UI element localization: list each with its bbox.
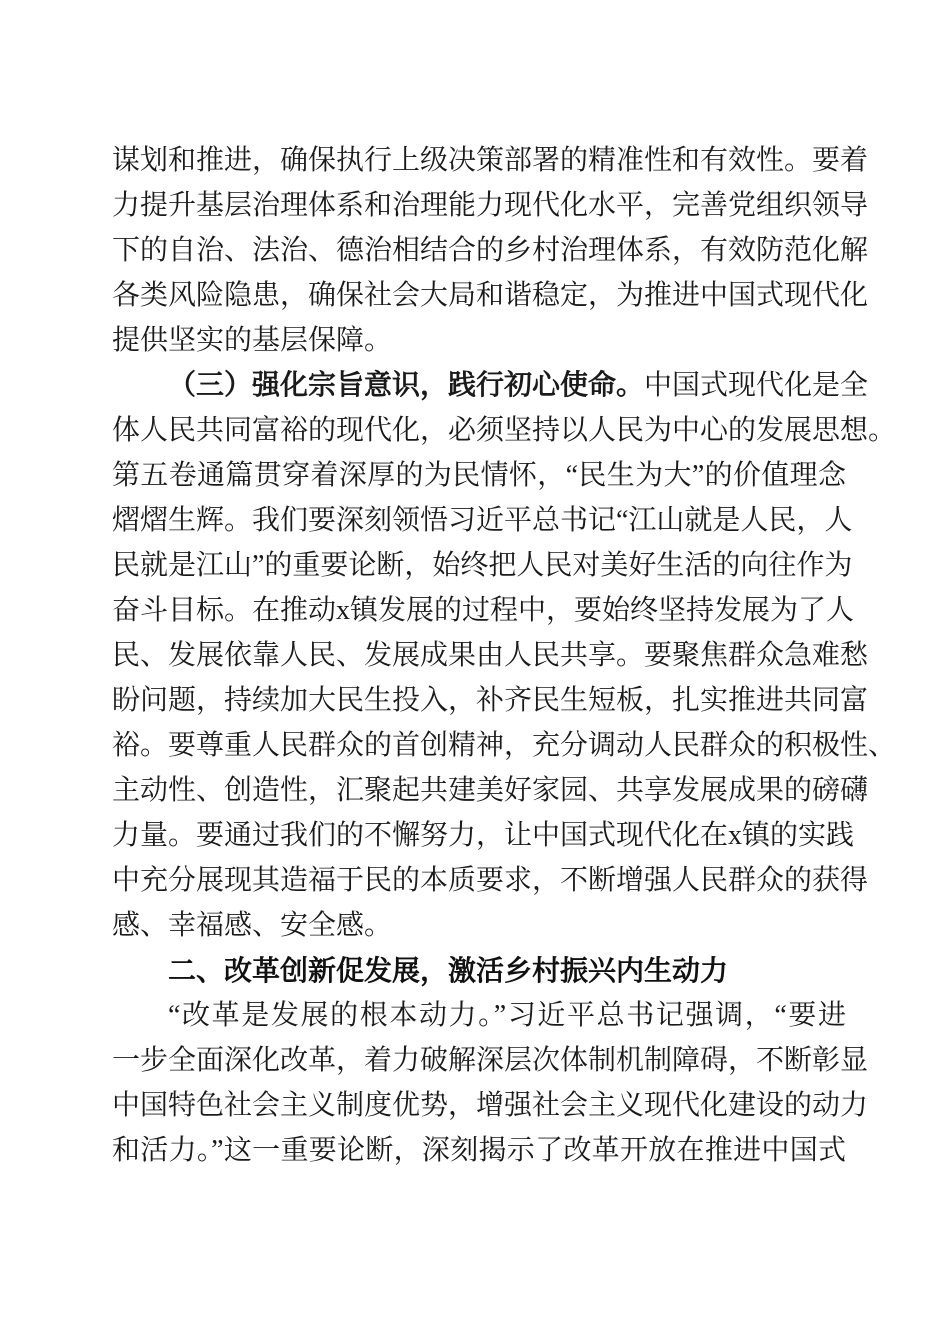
text-line	[112, 1038, 869, 1083]
section-heading-text: 二、改革创新促发展，激活乡村振兴内生动力	[168, 955, 729, 986]
text-run: 感、幸福感、安全感。	[112, 910, 393, 941]
text-run: 中充分展现其造福于民的本质要求，不断增强人民群众的获得	[112, 865, 869, 896]
text-run: 熠熠生辉。我们要深刻领悟习近平总书记“江山就是人民，人	[112, 505, 853, 536]
text-line	[112, 678, 869, 723]
text-run: 中国式现代化是全	[644, 370, 869, 401]
text-run: 力提升基层治理体系和治理能力现代化水平，完善党组织领导	[112, 190, 869, 221]
text-run: 盼问题，持续加大民生投入，补齐民生短板，扎实推进共同富	[112, 685, 869, 716]
text-line	[112, 453, 846, 498]
text-run: 力量。要通过我们的不懈努力，让中国式现代化在x镇的实践	[112, 820, 855, 851]
text-line	[112, 993, 846, 1038]
text-line	[112, 273, 869, 318]
text-run: 下的自治、法治、德治相结合的乡村治理体系，有效防范化解	[112, 235, 869, 266]
text-line	[112, 813, 855, 858]
text-run: 民、发展依靠人民、发展成果由人民共享。要聚焦群众急难愁	[112, 640, 869, 671]
text-line	[112, 723, 897, 768]
text-line	[112, 408, 897, 453]
text-line	[112, 1128, 846, 1173]
paragraph-lead-emphasis: （三）强化宗旨意识，践行初心使命。	[168, 370, 645, 401]
text-line	[112, 1083, 869, 1128]
text-run: 体人民共同富裕的现代化，必须坚持以人民为中心的发展思想。	[112, 415, 897, 446]
text-line	[112, 183, 869, 228]
text-run: 各类风险隐患，确保社会大局和谐稳定，为推进中国式现代化	[112, 280, 869, 311]
text-line	[112, 588, 855, 633]
text-line	[112, 543, 853, 588]
text-line	[112, 768, 869, 813]
text-run: 中国特色社会主义制度优势，增强社会主义现代化建设的动力	[112, 1090, 869, 1121]
text-line	[112, 903, 846, 948]
text-run: 第五卷通篇贯穿着深厚的为民情怀，“民生为大”的价值理念	[112, 460, 846, 491]
text-run: “改革是发展的根本动力。”习近平总书记强调，“要进	[168, 1000, 846, 1031]
text-run: 提供坚实的基层保障。	[112, 325, 393, 356]
text-line	[112, 858, 869, 903]
text-line	[112, 138, 869, 183]
text-run: 奋斗目标。在推动x镇发展的过程中，要始终坚持发展为了人	[112, 595, 855, 626]
text-run: 和活力。”这一重要论断，深刻揭示了改革开放在推进中国式	[112, 1135, 846, 1166]
text-run: 谋划和推进，确保执行上级决策部署的精准性和有效性。要着	[112, 145, 869, 176]
text-run: 主动性、创造性，汇聚起共建美好家园、共享发展成果的磅礴	[112, 775, 869, 806]
text-run: 裕。要尊重人民群众的首创精神，充分调动人民群众的积极性、	[112, 730, 897, 761]
text-line	[112, 498, 853, 543]
text-line	[112, 363, 869, 408]
text-run: 民就是江山”的重要论断，始终把人民对美好生活的向往作为	[112, 550, 853, 581]
section-heading-2	[112, 948, 846, 993]
text-line	[112, 633, 869, 678]
text-line	[112, 318, 846, 363]
text-line	[112, 228, 869, 273]
text-run: 一步全面深化改革，着力破解深层次体制机制障碍，不断彰显	[112, 1045, 869, 1076]
